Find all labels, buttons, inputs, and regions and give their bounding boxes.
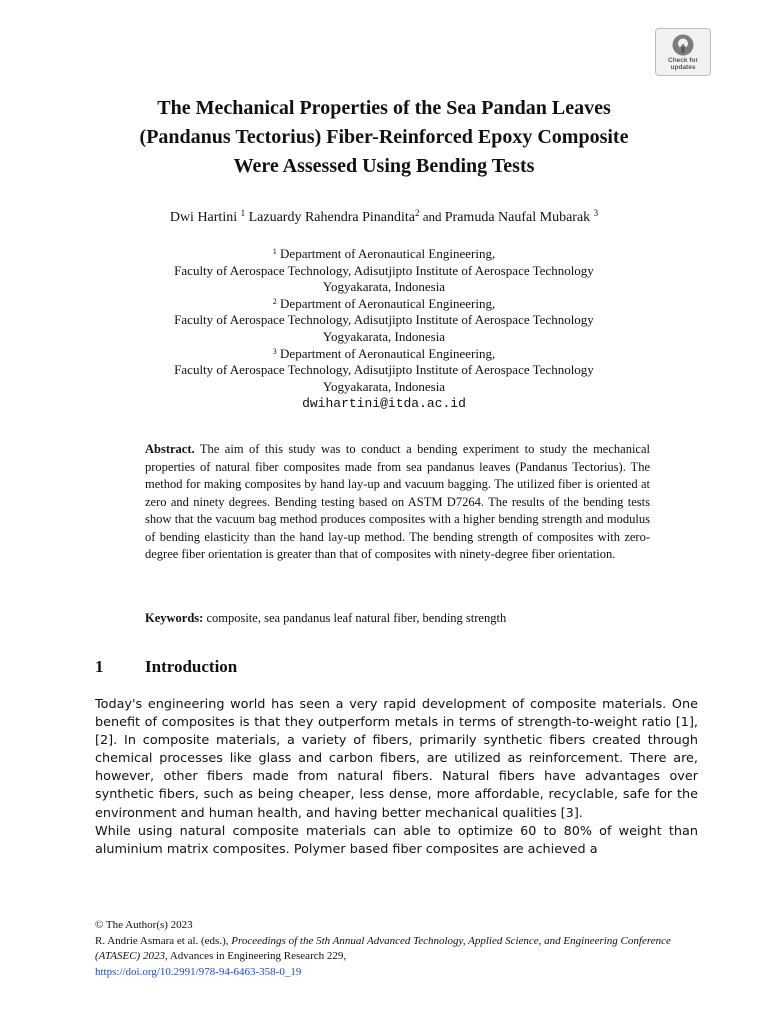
badge-line1: Check for bbox=[668, 57, 698, 64]
paragraph: While using natural composite materials can able to optimize 60 to 80% of weight than aluminium matrix composites. Polymer based fiber composites are achieved a bbox=[95, 823, 698, 857]
check-for-updates-badge[interactable] bbox=[655, 28, 711, 76]
paragraph: Today's engineering world has seen a very rapid development of composite materials. One benefit of composites is that they outperform metals in terms of strength-to-weight ratio [1], [2]. In composite materials, a variety of fibers, primarily synthetic fibers created through chemical processes like glass and carbon fibers, are utilized as reinforcement. There are, however, other fibers made from natural fibers. Natural fibers have advantages over synthetic fibers, such as being cheaper, less dense, more affordable, recyclable, safe for the environment and human health, and having better mechanical qualities [3]. bbox=[95, 697, 698, 821]
section-number: 1 bbox=[95, 657, 104, 676]
abstract bbox=[145, 441, 650, 564]
author-list: Dwi Hartini $^1$ Lazuardy Rahendra Pinandita$^2$ and Pramuda Naufal Mubarak $^3$ bbox=[169, 208, 599, 225]
keywords-label: Keywords: bbox=[145, 611, 204, 625]
abstract-label: Abstract. bbox=[145, 442, 195, 456]
check-for-updates-icon bbox=[671, 33, 695, 57]
author-affil-sup: 2 bbox=[414, 208, 420, 218]
author-affil-sup: 3 bbox=[593, 208, 599, 218]
paper-title bbox=[60, 94, 708, 181]
author-name: Dwi Hartini bbox=[169, 210, 238, 225]
section-title: Introduction bbox=[145, 657, 238, 676]
section-heading bbox=[95, 657, 237, 677]
footer bbox=[95, 918, 715, 980]
abstract-text: The aim of this study was to conduct a bending experiment to study the mechanical properties of natural fiber composites made from sea pandanus leaves (Pandanus Tectorius). The method for making composites by hand lay-up and vacuum bagging. The utilized fiber is oriented at zero and ninety degrees. Bending testing based on ASTM D7264. The results of the bending tests show that the vacuum bag method produces composites with a higher bending strength and modulus of bending elasticity than the hand lay-up method. The bending strength of composites with zero-degree fiber orientation is greater than that of composites with ninety-degree fiber orientation. bbox=[145, 442, 650, 561]
title-line1: The Mechanical Properties of the Sea Pandan Leaves bbox=[157, 97, 611, 119]
keywords-text: composite, sea pandanus leaf natural fiber, bending strength bbox=[203, 611, 507, 625]
affiliation-block: $^2$ Department of Aeronautical Engineering, Faculty of Aerospace Technology, Adisutjipto Institute of Aerospace Technology Yogyakarata, Indonesia bbox=[174, 295, 594, 344]
author-name: Pramuda Naufal Mubarak bbox=[444, 210, 591, 225]
body-text bbox=[95, 696, 698, 859]
affiliation-block: $^1$ Department of Aeronautical Engineering, Faculty of Aerospace Technology, Adisutjipto Institute of Aerospace Technology Yogyakarata, Indonesia bbox=[174, 246, 594, 295]
badge-line2: updates bbox=[670, 64, 696, 71]
copyright: © The Author(s) 2023 bbox=[95, 919, 193, 931]
citation: R. Andrie Asmara et al. (eds.), Proceedings of the 5th Annual Advanced Technology, Applied Science, and Engineering Conference (ATASEC) 2023, Advances in Engineering Research 229, bbox=[95, 934, 671, 962]
affiliation-block: $^3$ Department of Aeronautical Engineering, Faculty of Aerospace Technology, Adisutjipto Institute of Aerospace Technology Yogyakarata, Indonesia bbox=[174, 345, 594, 394]
author-affil-sup: 1 bbox=[240, 208, 246, 218]
keywords bbox=[145, 610, 650, 627]
title-line3: Were Assessed Using Bending Tests bbox=[233, 155, 535, 177]
author-email[interactable]: dwihartini@itda.ac.id bbox=[302, 396, 466, 412]
title-line2: (Pandanus Tectorius) Fiber-Reinforced Epoxy Composite bbox=[139, 126, 629, 148]
affiliations bbox=[60, 246, 708, 413]
doi-link[interactable]: https://doi.org/10.2991/978-94-6463-358-0_19 bbox=[95, 965, 302, 978]
author-name: Lazuardy Rahendra Pinandita bbox=[248, 210, 415, 225]
